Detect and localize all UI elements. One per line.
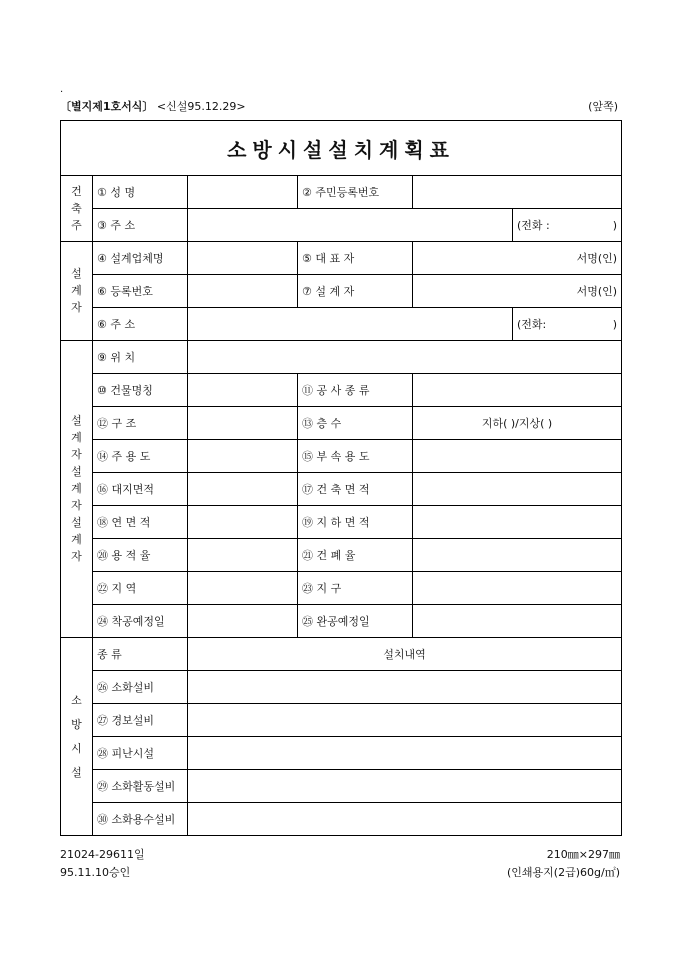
- page-side: (앞쪽): [588, 100, 618, 113]
- owner-phone-label: (전화 :: [517, 219, 550, 232]
- label-location: ⑨ 위 치: [93, 341, 188, 374]
- label-floors: ⑬ 층 수: [298, 407, 413, 440]
- corner-mark: .: [60, 84, 64, 95]
- label-name: ① 성 명: [93, 176, 188, 209]
- input-water[interactable]: [188, 803, 622, 836]
- label-end-date: ㉕ 완공예정일: [298, 605, 413, 638]
- label-water: ㉚ 소화용수설비: [93, 803, 188, 836]
- input-resident-no[interactable]: [413, 176, 622, 209]
- input-start-date[interactable]: [188, 605, 298, 638]
- label-total-area: ⑱ 연 면 적: [93, 506, 188, 539]
- label-far: ⑳ 용 적 율: [93, 539, 188, 572]
- input-region[interactable]: [188, 572, 298, 605]
- input-reg-no[interactable]: [188, 275, 298, 308]
- label-structure: ⑫ 구 조: [93, 407, 188, 440]
- label-company: ④ 설계업체명: [93, 242, 188, 275]
- label-building-area: ⑰ 건 축 면 적: [298, 473, 413, 506]
- input-sub-use[interactable]: [413, 440, 622, 473]
- label-sub-use: ⑮ 부 속 용 도: [298, 440, 413, 473]
- input-basement-area[interactable]: [413, 506, 622, 539]
- input-company[interactable]: [188, 242, 298, 275]
- section-owner: 건축주: [61, 176, 93, 242]
- input-location[interactable]: [188, 341, 622, 374]
- input-evacuation[interactable]: [188, 737, 622, 770]
- owner-phone-cell[interactable]: [513, 209, 622, 242]
- form-code: 21024-29611일: [60, 848, 145, 861]
- label-start-date: ㉔ 착공예정일: [93, 605, 188, 638]
- label-type-header: 종 류: [93, 638, 188, 671]
- owner-phone-close: ): [612, 218, 618, 232]
- input-firefighting[interactable]: [188, 770, 622, 803]
- label-building-name: ⑩ 건물명칭: [93, 374, 188, 407]
- input-building-name[interactable]: [188, 374, 298, 407]
- input-floors[interactable]: 지하( )/지상( ): [413, 407, 622, 440]
- input-extinguishing[interactable]: [188, 671, 622, 704]
- label-representative: ⑤ 대 표 자: [298, 242, 413, 275]
- label-extinguishing: ㉖ 소화설비: [93, 671, 188, 704]
- label-work-type: ⑪ 공 사 종 류: [298, 374, 413, 407]
- paper-size: 210㎜×297㎜: [546, 848, 620, 861]
- input-name[interactable]: [188, 176, 298, 209]
- sign-designer[interactable]: 서명(인): [413, 275, 622, 308]
- label-site-area: ⑯ 대지면적: [93, 473, 188, 506]
- input-structure[interactable]: [188, 407, 298, 440]
- label-bcr: ㉑ 건 폐 율: [298, 539, 413, 572]
- label-designer-address: ⑥ 주 소: [93, 308, 188, 341]
- approval-date: 95.11.10승인: [60, 866, 131, 879]
- form-header: [60, 98, 246, 114]
- input-bcr[interactable]: [413, 539, 622, 572]
- label-resident-no: ② 주민등록번호: [298, 176, 413, 209]
- revision-note: <신설95.12.29>: [156, 100, 246, 113]
- input-district[interactable]: [413, 572, 622, 605]
- form-title: 소방시설설치계획표: [61, 121, 622, 176]
- label-basement-area: ⑲ 지 하 면 적: [298, 506, 413, 539]
- form-label: 〔별지제1호서식〕: [60, 100, 154, 113]
- input-alarm[interactable]: [188, 704, 622, 737]
- label-evacuation: ㉘ 피난시설: [93, 737, 188, 770]
- label-reg-no: ⑥ 등록번호: [93, 275, 188, 308]
- designer-phone-cell[interactable]: [513, 308, 622, 341]
- input-far[interactable]: [188, 539, 298, 572]
- input-designer-address[interactable]: [188, 308, 513, 341]
- label-owner-address: ③ 주 소: [93, 209, 188, 242]
- label-designer-person: ⑦ 설 계 자: [298, 275, 413, 308]
- input-end-date[interactable]: [413, 605, 622, 638]
- input-site-area[interactable]: [188, 473, 298, 506]
- section-designer: 설계자: [61, 242, 93, 341]
- designer-phone-close: ): [612, 317, 618, 331]
- designer-phone-label: (전화:: [517, 318, 547, 331]
- label-main-use: ⑭ 주 용 도: [93, 440, 188, 473]
- section-building: 설계자설계자설계자: [61, 341, 93, 638]
- label-district: ㉓ 지 구: [298, 572, 413, 605]
- input-owner-address[interactable]: [188, 209, 513, 242]
- input-total-area[interactable]: [188, 506, 298, 539]
- input-main-use[interactable]: [188, 440, 298, 473]
- label-region: ㉒ 지 역: [93, 572, 188, 605]
- label-alarm: ㉗ 경보설비: [93, 704, 188, 737]
- sign-representative[interactable]: 서명(인): [413, 242, 622, 275]
- input-building-area[interactable]: [413, 473, 622, 506]
- input-work-type[interactable]: [413, 374, 622, 407]
- label-firefighting: ㉙ 소화활동설비: [93, 770, 188, 803]
- plan-form-table: [60, 120, 622, 836]
- paper-spec: (인쇄용지(2급)60g/㎡): [507, 866, 620, 879]
- label-details-header: 설치내역: [188, 638, 622, 671]
- section-fire: 소 방 시 설: [61, 638, 93, 836]
